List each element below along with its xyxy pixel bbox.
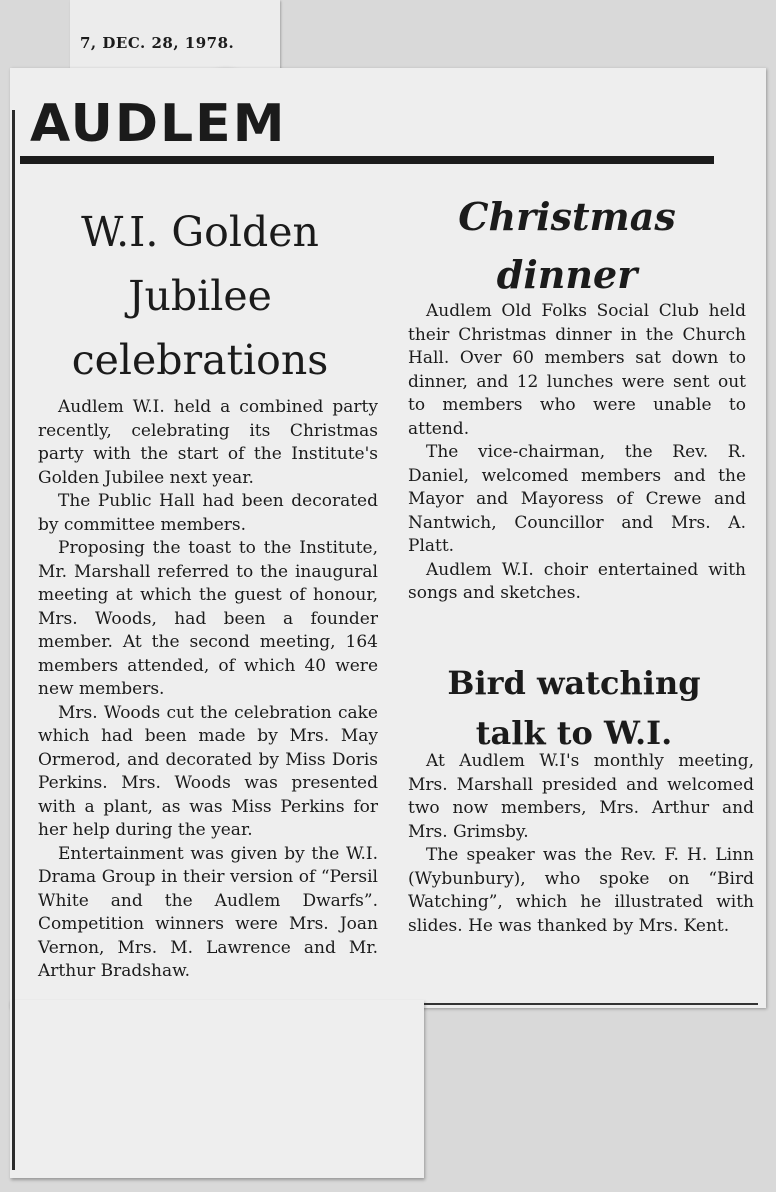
headline-line: talk to W.I. — [475, 714, 673, 752]
paragraph: Audlem W.I. choir entertained with songs and sketches. — [408, 559, 746, 603]
paragraph: Audlem Old Folks Social Club held their Christmas dinner in the Church Hall. Over 60 members sat down to dinner, and 12 lunches were sent out to members who were unable to attend. — [408, 301, 746, 439]
paragraph: Proposing the toast to the Institute, Mr. Marshall referred to the inaugural meeting at which the guest of honour, Mrs. Woods, had been a founder member. At the second meeting, 164 members attended, of which 40 were new members. — [38, 538, 378, 699]
headline-line: dinner — [496, 252, 638, 297]
article-wi-body — [38, 396, 378, 984]
paragraph: The speaker was the Rev. F. H. Linn (Wybunbury), who spoke on “Bird Watching”, which he illustrated with slides. He was thanked by Mrs. Kent. — [408, 845, 754, 936]
paragraph: Mrs. Woods cut the celebration cake which had been made by Mrs. May Ormerod, and decorated by Miss Doris Perkins. Mrs. Woods was presented with a plant, as was Miss Perkins for her help during the year. — [38, 702, 378, 840]
article-end-rule — [424, 1003, 758, 1005]
headline-line: W.I. Golden — [81, 208, 319, 256]
article-christmas-body — [408, 300, 746, 606]
headline-christmas-dinner — [412, 188, 722, 304]
paragraph: The vice-chairman, the Rev. R. Daniel, welcomed members and the Mayor and Mayoress of Crewe and Nantwich, Councillor and Mrs. A. Platt. — [408, 442, 746, 556]
clipping-edge-rule — [12, 110, 15, 1170]
headline-line: celebrations — [71, 336, 329, 384]
publication-date: 7, DEC. 28, 1978. — [80, 34, 235, 52]
headline-line: Christmas — [458, 194, 676, 239]
article-bird-body — [408, 750, 754, 938]
headline-bird-watching — [406, 658, 742, 758]
paragraph: Entertainment was given by the W.I. Drama Group in their version of “Persil White and the Audlem Dwarfs”. Competition winners were Mrs. Joan Vernon, Mrs. M. Lawrence and Mr. Arthur Bradshaw. — [38, 843, 378, 981]
paragraph: Audlem W.I. held a combined party recently, celebrating its Christmas party with the start of the Institute's Golden Jubilee next year. — [38, 397, 378, 488]
section-masthead: AUDLEM — [30, 94, 287, 154]
headline-line: Jubilee — [128, 272, 272, 320]
masthead-rule — [20, 156, 714, 164]
headline-wi-jubilee — [30, 200, 370, 392]
newspaper-clipping-lower — [10, 1000, 424, 1178]
paragraph: At Audlem W.I's monthly meeting, Mrs. Marshall presided and welcomed two now members, Mrs. Arthur and Mrs. Grimsby. — [408, 751, 754, 842]
paragraph: The Public Hall had been decorated by committee members. — [38, 491, 378, 535]
headline-line: Bird watching — [447, 664, 701, 702]
